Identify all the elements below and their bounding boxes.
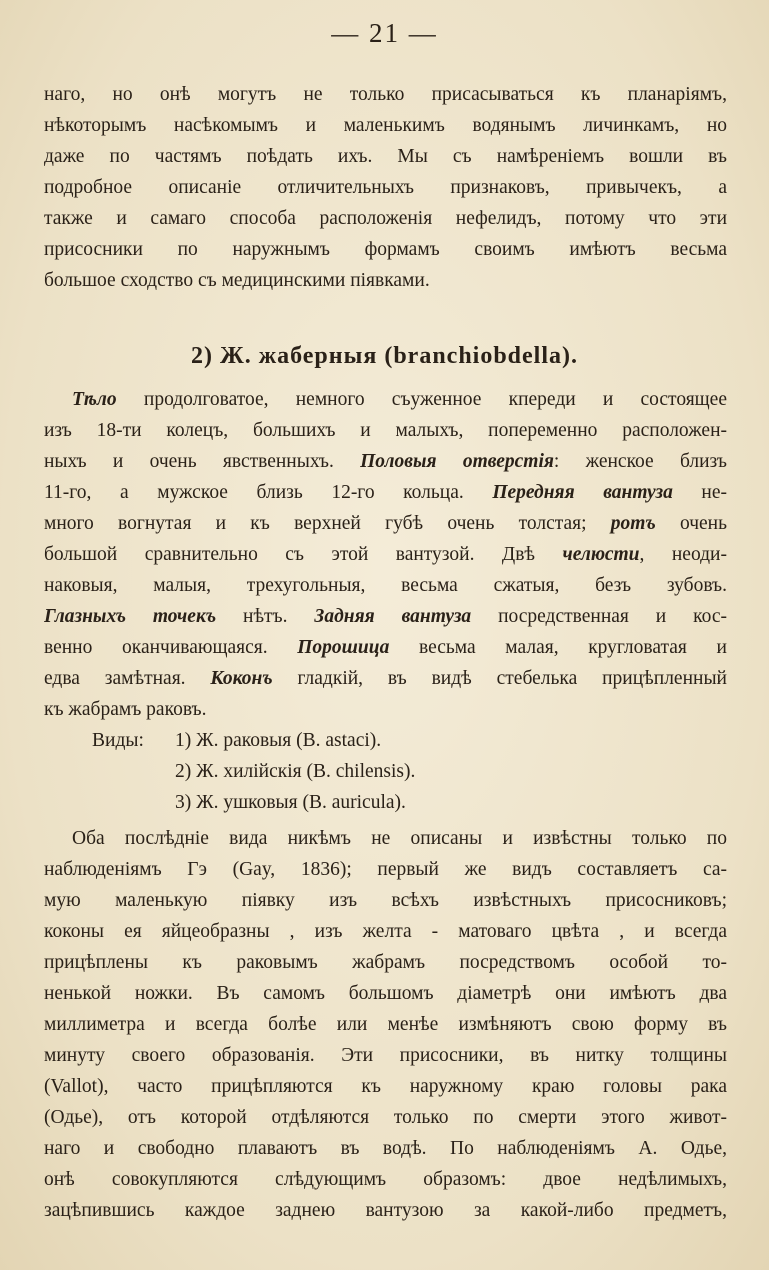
text-line: онѣ совокупляются слѣдующимъ образомъ: двое недѣлимыхъ,: [44, 1169, 727, 1190]
text-line: миллиметра и всегда болѣе или менѣе измѣняютъ свою форму въ: [44, 1014, 727, 1035]
text-line: коконы ея яйцеобразны , изъ желта - матоваго цвѣта , и всегда: [44, 921, 727, 942]
text-line: [44, 478, 727, 508]
text-line: (Vallot), часто прицѣпляются къ наружному краю головы рака: [44, 1076, 727, 1097]
text-span: венно оканчивающаяся.: [44, 637, 268, 658]
text-span: 11-го, а мужское близь 12-го кольца.: [44, 482, 464, 503]
text-span: большой сравнительно съ этой вантузой. Двѣ: [44, 544, 535, 565]
term: Порошица: [297, 637, 390, 658]
page-number: — 21 —: [331, 18, 438, 48]
text-line: наго и свободно плаваютъ въ водѣ. По наблюденiямъ А. Одье,: [44, 1138, 727, 1159]
species-item: 1) Ж. раковыя (B. astaci).: [175, 730, 382, 751]
text-span: продолговатое, немного съуженное кпереди и состоящее: [116, 389, 727, 410]
text-line: [44, 664, 727, 694]
text-span: нѣтъ.: [216, 606, 288, 627]
text-span: , неоди-: [639, 544, 727, 565]
text-line: нѣкоторымъ насѣкомымъ и маленькимъ водянымъ личинкамъ, но: [44, 115, 727, 136]
text-line: также и самаго способа расположенiя нефелидъ, потому что эти: [44, 208, 727, 229]
text-span: много вогнутая и къ верхней губѣ очень толстая;: [44, 513, 587, 534]
text-line: изъ 18-ти колецъ, большихъ и малыхъ, попеременно расположен-: [44, 420, 727, 441]
text-line: (Одье), отъ которой отдѣляются только по смерти этого живот-: [44, 1107, 727, 1128]
text-line: наковыя, малыя, трехугольныя, весьма сжатыя, безъ зубовъ.: [44, 575, 727, 596]
text-line: наго, но онѣ могутъ не только присасываться къ планарiямъ,: [44, 84, 727, 105]
text-span: очень: [655, 513, 727, 534]
species-label: Виды:: [92, 730, 144, 751]
text-span: весьма малая, кругловатая и: [389, 637, 727, 658]
text-span: не-: [672, 482, 727, 503]
text-line: ненькой ножки. Въ самомъ большомъ дiаметрѣ они имѣютъ два: [44, 983, 727, 1004]
text-span: ныхъ и очень явственныхъ.: [44, 451, 334, 472]
term: Коконъ: [210, 668, 273, 689]
text-line: Оба послѣднiе вида никѣмъ не описаны и извѣстны только по: [72, 828, 727, 849]
text-line: [44, 540, 727, 570]
text-span: гладкiй, въ видѣ стебелька прицѣпленный: [272, 668, 727, 689]
text-line: минуту своего образованiя. Эти присосники, въ нитку толщины: [44, 1045, 727, 1066]
text-line: подробное описанiе отличительныхъ признаковъ, привычекъ, а: [44, 177, 727, 198]
species-item: 2) Ж. хилiйскiя (B. chilensis).: [175, 761, 416, 782]
text-line: даже по частямъ поѣдать ихъ. Мы съ намѣренiемъ вошли въ: [44, 146, 727, 167]
term: челюсти: [562, 544, 640, 565]
text-span: едва замѣтная.: [44, 668, 186, 689]
text-line: большое сходство съ медицинскими пiявками.: [44, 270, 430, 291]
text-line: прицѣплены къ раковымъ жабрамъ посредствомъ особой то-: [44, 952, 727, 973]
text-line: къ жабрамъ раковъ.: [44, 699, 207, 720]
text-line: [44, 602, 727, 632]
term: Задняя вантуза: [314, 606, 472, 627]
species-item: 3) Ж. ушковыя (B. auricula).: [175, 792, 406, 813]
text-span: : женское близъ: [553, 451, 727, 472]
text-line: [44, 447, 727, 477]
text-line: [72, 385, 727, 415]
text-span: посредственная и кос-: [471, 606, 727, 627]
text-line: [44, 633, 727, 663]
section-heading: 2) Ж. жаберныя (branchiobdella).: [190, 343, 579, 369]
term: Передняя вантуза: [492, 482, 673, 503]
text-line: присосники по наружнымъ формамъ своимъ имѣютъ весьма: [44, 239, 727, 260]
term: Глазныхъ точекъ: [44, 606, 217, 627]
text-line: мую маленькую пiявку изъ всѣхъ извѣстныхъ присосниковъ;: [44, 890, 727, 911]
text-line: наблюденiямъ Гэ (Gay, 1836); первый же видъ составляетъ са-: [44, 859, 727, 880]
term: ротъ: [610, 513, 656, 534]
text-line: [44, 509, 727, 539]
text-line: зацѣпившись каждое заднею вантузою за какой-либо предметъ,: [44, 1200, 727, 1221]
term: Половыя отверстiя: [360, 451, 554, 472]
term: Тѣло: [72, 389, 117, 410]
